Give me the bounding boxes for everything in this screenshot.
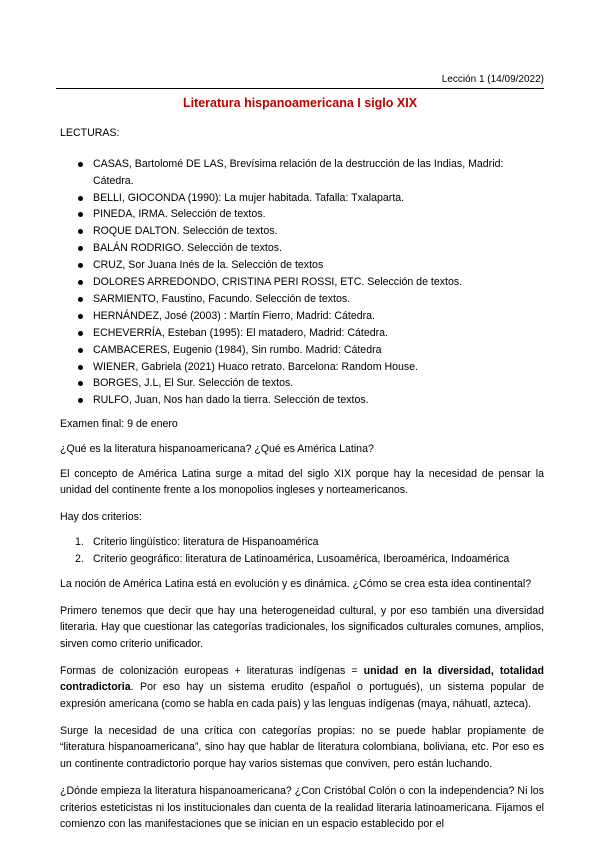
criteria-number: 2. — [75, 552, 84, 565]
exam-date: Examen final: 9 de enero — [60, 418, 178, 431]
criteria-item — [60, 551, 544, 568]
paragraph-lead: Formas de colonización europeas + literaturas indígenas = — [60, 664, 364, 677]
criteria-item — [60, 534, 544, 551]
reading-item: PINEDA, IRMA. Selección de textos. — [60, 206, 544, 223]
reading-item: BORGES, J.L, El Sur. Selección de textos. — [60, 375, 544, 392]
reading-item: RULFO, Juan, Nos han dado la tierra. Selección de textos. — [60, 392, 544, 409]
header-divider — [56, 88, 544, 89]
readings-list — [60, 156, 544, 410]
reading-item: ROQUE DALTON. Selección de textos. — [60, 223, 544, 240]
reading-item: DOLORES ARREDONDO, CRISTINA PERI ROSSI, ETC. Selección de textos. — [60, 274, 544, 291]
reading-item: SARMIENTO, Faustino, Facundo. Selección de textos. — [60, 291, 544, 308]
readings-label: LECTURAS: — [60, 127, 120, 139]
criteria-text: Criterio lingüístico: literatura de Hispanoamérica — [93, 535, 319, 548]
reading-item: ECHEVERRÍA, Esteban (1995): El matadero, Madrid: Cátedra. — [60, 325, 544, 342]
paragraph — [60, 663, 544, 713]
reading-item: CAMBACERES, Eugenio (1984), Sin rumbo. Madrid: Cátedra — [60, 342, 544, 359]
reading-item: BALÁN RODRIGO. Selección de textos. — [60, 240, 544, 257]
paragraph: El concepto de América Latina surge a mitad del siglo XIX porque hay la necesidad de pensar la unidad del continente frente a los monopolios ingleses y norteamericanos. — [60, 467, 544, 497]
paragraph: Surge la necesidad de una crítica con categorías propias: no se puede hablar propiamente de “literatura hispanoamericana”, sino hay que hablar de literatura colombiana, boliviana, etc. Por eso es un continente contradictorio porque hay varios sistemas que conviven, pero están luchando. — [60, 724, 544, 771]
criteria-number: 1. — [75, 535, 84, 548]
reading-item: HERNÁNDEZ, José (2003) : Martín Fierro, Madrid: Cátedra. — [60, 308, 544, 325]
lesson-header: Lección 1 (14/09/2022) — [441, 74, 544, 85]
reading-item: CRUZ, Sor Juana Inés de la. Selección de textos — [60, 257, 544, 274]
criteria-label: Hay dos criterios: — [60, 511, 142, 524]
reading-item: WIENER, Gabriela (2021) Huaco retrato. Barcelona: Random House. — [60, 359, 544, 376]
paragraph: ¿Dónde empieza la literatura hispanoamericana? ¿Con Cristóbal Colón o con la independencia? Ni los criterios esteticistas ni los institucionales dan cuenta de la realidad literaria latinoamericana. Fijamos el comienzo con las manifestaciones que se inician en un espacio establecido por el — [60, 784, 544, 831]
question-paragraph: ¿Qué es la literatura hispanoamericana? ¿Qué es América Latina? — [60, 443, 374, 455]
paragraph: Primero tenemos que decir que hay una heterogeneidad cultural, y por eso también una diversidad literaria. Hay que cuestionar las categorías tradicionales, los significados culturales comunes, amplios, sirven como criterio unificador. — [60, 604, 544, 650]
paragraph-rest: . Por eso hay un sistema erudito (español o portugués), un sistema popular de expresión americana (como se habla en cada país) y las lenguas indígenas (maya, náhuatl, azteca). — [60, 681, 544, 711]
document-title: Literatura hispanoamericana I siglo XIX — [182, 96, 418, 110]
reading-item: CASAS, Bartolomé DE LAS, Brevísima relación de la destrucción de las Indias, Madrid: Cátedra. — [60, 156, 544, 190]
document-body — [60, 125, 544, 843]
paragraph: La noción de América Latina está en evolución y es dinámica. ¿Cómo se crea esta idea continental? — [60, 577, 532, 590]
criteria-text: Criterio geográfico: literatura de Latinoamérica, Lusoamérica, Iberoamérica, Indoamérica — [93, 552, 510, 565]
paragraph-emphasis: unidad en la diversidad, totalidad contradictoria — [60, 664, 544, 694]
criteria-list — [60, 534, 544, 568]
reading-item: BELLI, GIOCONDA (1990): La mujer habitada. Tafalla: Txalaparta. — [60, 190, 544, 207]
